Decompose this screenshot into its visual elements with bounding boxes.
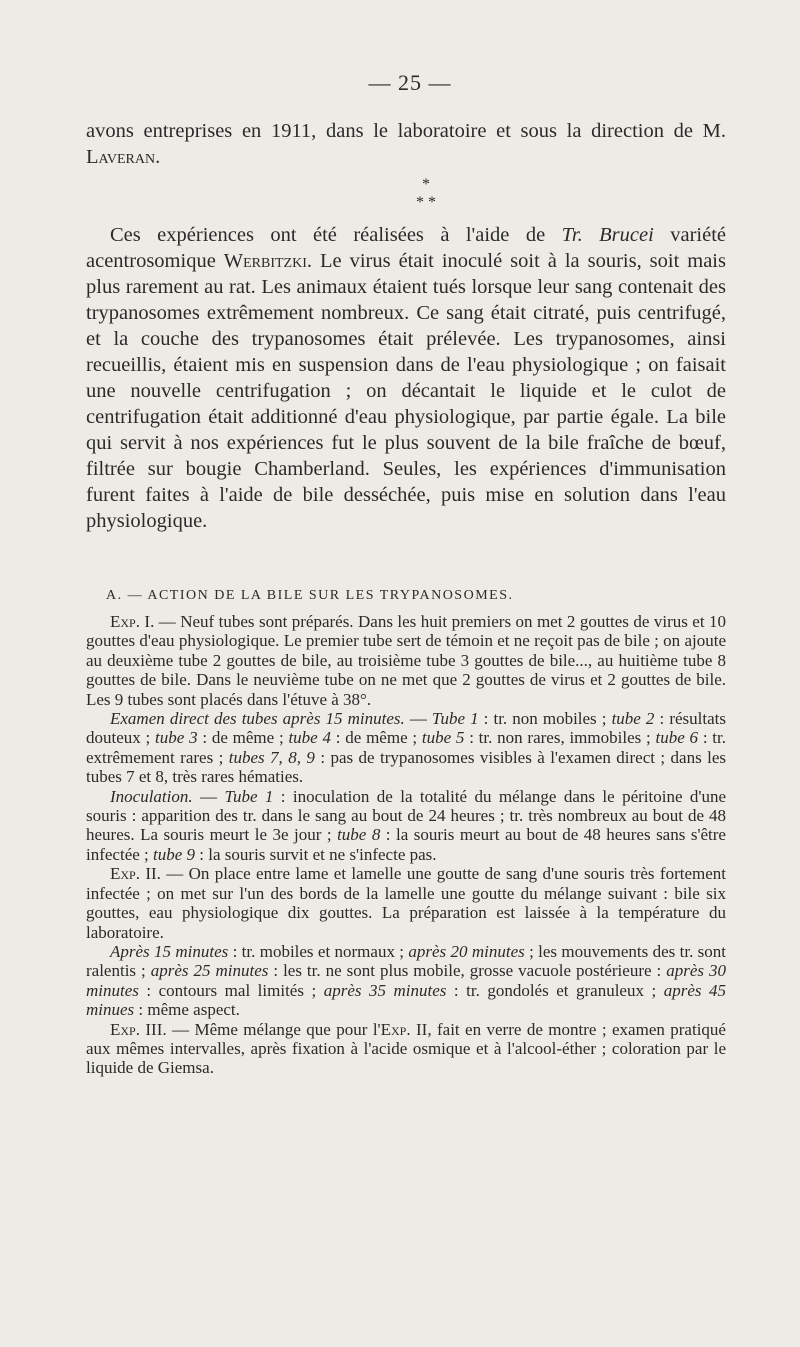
separator-star-top: * — [422, 176, 430, 193]
paragraph-methods: Ces expériences ont été réalisées à l'aide de Tr. Brucei variété acentrosomique Werbitzki. Le virus était inoculé soit à la souris, soit mais plus rarement au rat. Les animaux étaient tués lorsque leur sang contenait des trypanosomes extrêmement nombreux. Ce sang était citraté, puis centrifugé, et la couche des trypanosomes était prélevée. Les trypanosomes, ainsi recueillis, étaient mis en suspension dans de l'eau physiologique ; on faisait une nouvelle centrifugation ; on décantait le liquide et le culot de centrifugation était additionné d'eau physiologique, par partie égale. La bile qui servit à nos expériences fut le plus souvent de la bile fraîche de bœuf, filtrée sur bougie Chamberland. Seules, les expériences d'immunisation furent faites à l'aide de bile desséchée, puis mise en solution dans l'eau physiologique. — [86, 224, 726, 532]
species-name: Tr. Brucei — [561, 224, 654, 246]
strain-name: Werbitzki — [223, 250, 307, 272]
paragraph-continued: avons entreprises en 1911, dans le laboratoire et sous la direction de M. Laveran. — [86, 120, 726, 168]
experiment-label: Exp. III. — [110, 1019, 167, 1039]
timeline-paragraph: Après 15 minutes : tr. mobiles et normaux ; après 20 minutes ; les mouvements des tr. sont ralentis ; après 25 minutes : les tr. ne sont plus mobile, grosse vacuole postérieure : après 30 minutes : contours mal limités ; après 35 minutes : tr. gondolés et granuleux ; après 45 minues : même aspect. — [86, 941, 727, 1020]
separator-stars-bottom: * * — [416, 194, 436, 211]
experiment-label: Exp. II. — [110, 864, 161, 884]
section-heading: A. — ACTION DE LA BILE SUR LES TRYPANOSOMES. — [106, 588, 514, 603]
page-number: — 25 — — [368, 70, 452, 95]
author-name: Laveran — [86, 146, 156, 168]
experiment-3: Exp. III. — Même mélange que pour l'Exp. II, fait en verre de montre ; examen pratiqué aux mêmes intervalles, après fixation à l'acide osmique et à l'alcool-éther ; coloration par le liquide de Giemsa. — [86, 1019, 726, 1078]
main-text-block — [86, 118, 726, 534]
examen-paragraph: Examen direct des tubes après 15 minutes. — Tube 1 : tr. non mobiles ; tube 2 : résultats douteux ; tube 3 : de même ; tube 4 : de même ; tube 5 : tr. non rares, immobiles ; tube 6 : tr. extrêmement rares ; tubes 7, 8, 9 : pas de trypanosomes visibles à l'examen direct ; dans les tubes 7 et 8, très rares hématies. — [86, 709, 727, 787]
section-separator — [126, 176, 726, 212]
experiments-block — [86, 570, 726, 1078]
inoculation-paragraph: Inoculation. — Tube 1 : inoculation de la totalité du mélange dans le péritoine d'une souris : apparition des tr. dans le sang au bout de 24 heures ; tr. très nombreux au bout de 48 heures. La souris meurt le 3e jour ; tube 8 : la souris meurt au bout de 48 heures sans s'être infectée ; tube 9 : la souris survit et ne s'infecte pas. — [86, 786, 727, 864]
experiment-1: Exp. I. — Neuf tubes sont préparés. Dans les huit premiers on met 2 gouttes de virus et 10 gouttes d'eau physiologique. Le premier tube sert de témoin et ne reçoit pas de bile ; on ajoute au deuxième tube 2 gouttes de bile, au troisième tube 3 gouttes de bile..., au huitième tube 8 gouttes de bile. Dans le neuvième tube on ne met que 2 gouttes de virus et 2 gouttes de bile. Les 9 tubes sont placés dans l'étuve à 38°. — [86, 612, 726, 709]
experiment-label: Exp. I. — [110, 612, 155, 631]
experiment-2: Exp. II. — On place entre lame et lamelle une goutte de sang d'une souris très fortement infectée ; on met sur l'un des bords de la lamelle une goutte du mélange suivant : bile six gouttes, eau physiologique dix gouttes. La préparation est laissée à la température du laboratoire. — [86, 864, 727, 942]
